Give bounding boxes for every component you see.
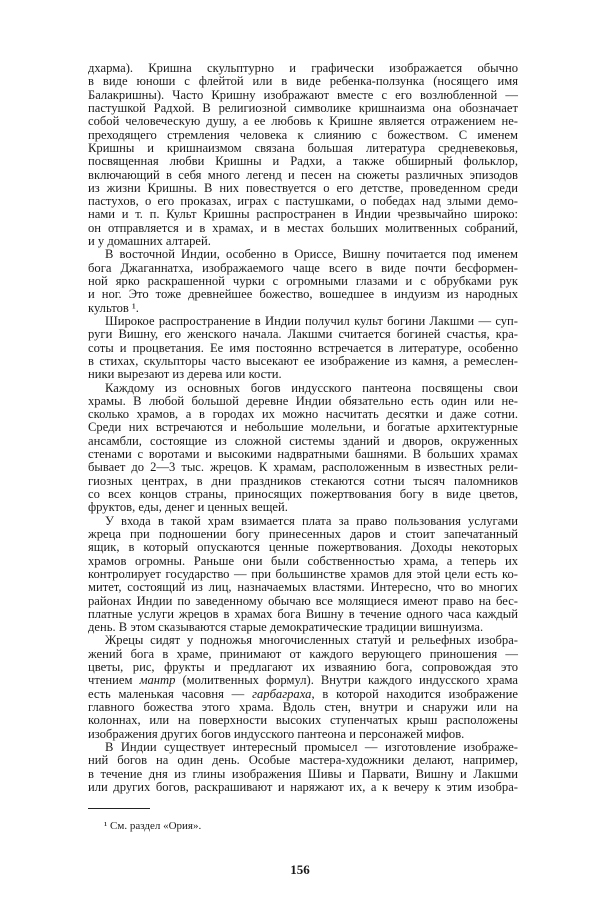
text-line: ансамбли, состоящие из сложной системы зданий и дворов, окруженных xyxy=(88,433,518,448)
text-line: У входа в такой храм взимается плата за право пользования услугами xyxy=(105,513,518,528)
text-line: колоннах, или на поверхности высоких ступенчатых крыш расположены xyxy=(88,713,518,728)
text-line: митет, состоящий из лиц, назначаемых властями. Интересно, что во многих xyxy=(88,580,518,595)
paragraph xyxy=(88,248,518,315)
text-line: культов ¹. xyxy=(88,300,139,315)
text-segment: чтением xyxy=(88,673,140,688)
text-line: храмов огромны. Раньше они были собственностью храма, а теперь их xyxy=(88,553,518,568)
text-line: ники вырезают из дерева или кости. xyxy=(88,367,282,382)
text-segment: , в которой находится изображение xyxy=(311,686,518,701)
text-line: из жизни Кришны. В них повествуется о его детстве, проведенном среди xyxy=(88,180,518,195)
paragraph xyxy=(88,741,518,794)
text-line: главного божества этого храма. Вдоль стен, внутри и снаружи или на xyxy=(88,700,518,714)
paragraph xyxy=(88,515,518,635)
text-line: включающий в себя много легенд и песен на сюжеты различных эпизодов xyxy=(88,167,518,182)
text-line: Среди них встречаются и небольшие молельни, и богатые архитектурные xyxy=(88,420,518,435)
text-line: цветы, рис, фрукты и предлагают их изваянию бога, сопровождая это xyxy=(88,660,518,675)
text-line: жреца при подношении богу принесенных даров и стоит запечатанный xyxy=(88,526,518,541)
text-line: дхарма). Кришна скульптурно и графически изображается обычно xyxy=(88,61,518,75)
page-number: 156 xyxy=(290,862,310,877)
text-line: Широкое распространение в Индии получил культ богини Лакшми — суп- xyxy=(105,313,518,328)
paragraph xyxy=(88,634,518,741)
text-segment: есть маленькая часовня — xyxy=(88,686,253,701)
text-line: собой человеческую душу, а ее любовь к Кришне является отражением не- xyxy=(88,114,518,129)
text-line: фруктов, еды, денег и ценных вещей. xyxy=(88,500,288,515)
text-line: пастухов, о его проказах, играх с пастушками, о победах над злыми демо- xyxy=(88,194,518,209)
text-line: бывает до 2—3 тыс. жрецов. К храмам, расположенным в известных рели- xyxy=(88,460,518,475)
text-line: контролирует государство — при большинстве храмов для этой цели есть ко- xyxy=(88,566,518,581)
italic-term: гарбаграха xyxy=(252,686,312,701)
text-line: храмы. В любой большой деревне Индии обязательно есть один или не- xyxy=(88,393,518,408)
text-line: В восточной Индии, особенно в Ориссе, Вишну почитается под именем xyxy=(105,247,518,262)
text-line: нами и т. п. Культ Кришны распространен в Индии чрезвычайно широко: xyxy=(88,207,518,222)
paragraph xyxy=(88,315,518,382)
text-line: районах Индии по заведенному обычаю все молящиеся имеют право на бес- xyxy=(88,593,518,608)
body-text xyxy=(88,62,518,794)
text-line: преходящего стремления человека к слиянию с божеством. С именем xyxy=(88,127,518,142)
text-line: и у домашних алтарей. xyxy=(88,234,211,249)
footnote-divider xyxy=(88,808,150,809)
text-line: Балакришны). Часто Кришну изображают вместе с его возлюбленной — xyxy=(88,87,518,102)
text-line: пастушкой Радхой. В религиозной символике кришнаизма она обозначает xyxy=(88,100,518,115)
text-line: руги Вишну, его женского начала. Лакшми считается богиней счастья, кра- xyxy=(88,327,518,342)
text-line: ящик, в который опускаются ценные пожертвования. Доходы некоторых xyxy=(88,540,518,555)
text-line: изображения других богов индусского пантеона и персонажей мифов. xyxy=(88,726,465,741)
paragraph xyxy=(88,62,518,248)
text-segment: (молитвенных формул). Внутри каждого индусского храма xyxy=(175,673,518,688)
text-line: в стихах, скульпторы часто высекают ее изображение из камня, а ремеслен- xyxy=(88,353,518,368)
text-line: в виде юноши с флейтой или в виде ребенка-ползунка (носящего имя xyxy=(88,74,518,89)
text-line: Каждому из основных богов индусского пантеона посвящены свои xyxy=(105,380,518,395)
paragraph xyxy=(88,382,518,515)
footnote: ¹ См. раздел «Ория». xyxy=(104,820,202,832)
text-line: Жрецы сидят у подножья многочисленных статуй и рельефных изобра- xyxy=(105,633,518,648)
text-line: бога Джаганнатха, изображаемого чаще всего в виде почти бесформен- xyxy=(88,260,518,275)
text-line: со всех концов страны, приносящих пожертвования богу в виде цветов, xyxy=(88,487,518,501)
text-line xyxy=(88,688,518,701)
text-line: жений бога в храме, принимают от каждого верующего приношения — xyxy=(88,646,518,661)
text-line: или других богов, раскрашивают и наряжают их, а к вечеру к этим изобра- xyxy=(88,779,518,794)
text-line: соты и процветания. Ее имя постоянно встречается в литературе, особенно xyxy=(88,340,518,355)
italic-term: мантр xyxy=(139,673,176,688)
text-line: ной ярко раскрашенной чурки с огромными глазами и с обрубками рук xyxy=(88,274,518,288)
text-line: стенами с воротами и высокими надвратными башнями. В больших храмах xyxy=(88,447,518,462)
text-line: Кришны и кришнаизмом связана большая литература средневековья, xyxy=(88,140,518,155)
text-line: день. В этом сказываются старые демократические традиции вишнуизма. xyxy=(88,620,484,635)
text-line: ний богов на один день. Особые мастера-художники делают, например, xyxy=(88,753,518,768)
text-line: посвященная любви Кришны и Радхи, а также обширный фольклор, xyxy=(88,154,518,169)
text-line: гиозных центрах, в дни праздников стекаются сотни тысяч паломников xyxy=(88,473,518,488)
text-line: он отправляется и в храмах, и в местах больших молитвенных собраний, xyxy=(88,220,518,235)
text-line: В Индии существует интересный промысел — изготовление изображе- xyxy=(105,739,518,754)
text-line: сколько храмов, а в городах их можно насчитать десятки и даже сотни. xyxy=(88,407,518,422)
text-line: и ног. Это тоже древнейшее божество, вошедшее в индуизм из народных xyxy=(88,287,518,302)
text-line: платные услуги жрецов в храмах бога Вишну в течение одного часа каждый xyxy=(88,606,518,621)
text-line: в течение дня из глины изображения Шивы и Парвати, Вишну и Лакшми xyxy=(88,766,518,781)
text-line xyxy=(88,674,518,687)
